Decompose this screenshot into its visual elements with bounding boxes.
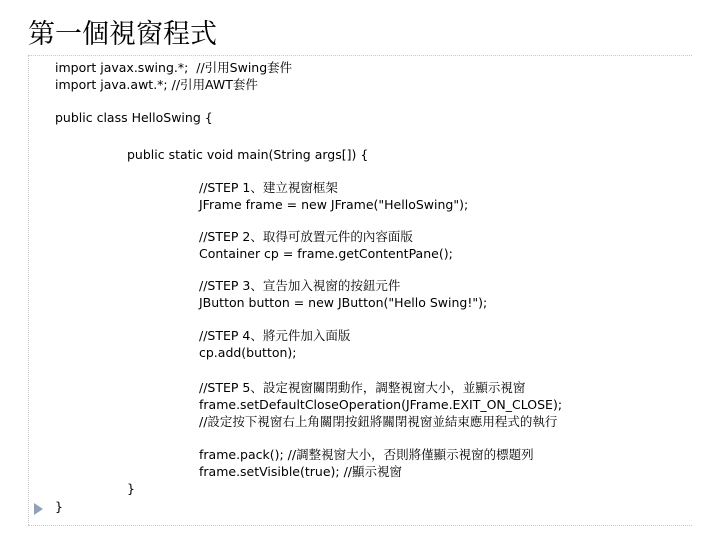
code-class-declaration: public class HelloSwing { [55, 110, 213, 125]
code-class-close-brace: } [55, 499, 63, 514]
code-step4-comment: //STEP 4、將元件加入面版 [199, 328, 351, 343]
code-import-awt: import java.awt.*; //引用AWT套件 [55, 77, 258, 92]
code-step2-line: Container cp = frame.getContentPane(); [199, 246, 453, 261]
code-step4-line: cp.add(button); [199, 345, 297, 360]
code-main-declaration: public static void main(String args[]) { [127, 147, 369, 162]
code-visible-line: frame.setVisible(true); //顯示視窗 [199, 464, 402, 479]
code-step5-line: frame.setDefaultCloseOperation(JFrame.EXIT_ON_CLOSE); [199, 397, 563, 412]
title-divider [28, 55, 692, 56]
left-guide-line [28, 55, 29, 525]
code-step3-comment: //STEP 3、宣告加入視窗的按鈕元件 [199, 278, 401, 293]
code-step3-line: JButton button = new JButton("Hello Swing!"); [199, 295, 488, 310]
bottom-guide-line [28, 525, 692, 526]
code-import-swing: import javax.swing.*; //引用Swing套件 [55, 60, 293, 75]
slide-title: 第一個視窗程式 [28, 19, 217, 50]
code-step2-comment: //STEP 2、取得可放置元件的內容面版 [199, 229, 413, 244]
code-step5-comment: //STEP 5、設定視窗關閉動作，調整視窗大小，並顯示視窗 [199, 380, 526, 395]
code-step5-note: //設定按下視窗右上角關閉按鈕將關閉視窗並結束應用程式的執行 [199, 414, 558, 429]
triangle-bullet-icon [34, 503, 43, 515]
code-main-close-brace: } [127, 481, 135, 496]
code-step1-comment: //STEP 1、建立視窗框架 [199, 180, 338, 195]
code-pack-line: frame.pack(); //調整視窗大小，否則將僅顯示視窗的標題列 [199, 447, 534, 462]
code-step1-line: JFrame frame = new JFrame("HelloSwing"); [199, 197, 469, 212]
